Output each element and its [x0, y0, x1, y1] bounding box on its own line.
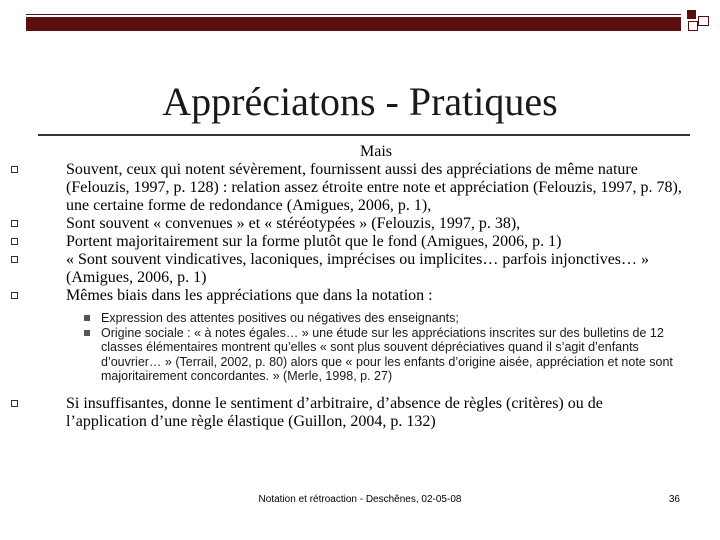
- square-bullet-icon: [11, 238, 18, 245]
- bullet-item: [56, 161, 686, 215]
- square-bullet-icon: [11, 292, 18, 299]
- bullet-text: Souvent, ceux qui notent sévèrement, fournissent aussi des appréciations de même nature (Felouzis, 1997, p. 128) : relation assez étroite entre note et appréciation (Felouzis, 1997, p. 78), une certaine forme de redondance (Amigues, 2006, p. 1),: [66, 161, 682, 214]
- bullet-text: « Sont souvent vindicatives, laconiques, imprécises ou implicites… parfois injonctives… » (Amigues, 2006, p. 1): [66, 251, 650, 286]
- bullet-item: [56, 251, 686, 287]
- sub-bullet-item: [101, 311, 686, 326]
- corner-square-outline: [698, 16, 709, 26]
- top-thin-line: [26, 14, 681, 15]
- slide-content: [56, 143, 686, 431]
- top-bar: [26, 17, 681, 31]
- top-decoration: [0, 0, 720, 40]
- title-divider: [38, 134, 690, 136]
- square-bullet-icon: [11, 256, 18, 263]
- square-bullet-icon: [11, 400, 18, 407]
- bullet-item: [56, 215, 686, 233]
- bullet-item: [56, 233, 686, 251]
- bullet-text: Si insuffisantes, donne le sentiment d’arbitraire, d’absence de règles (critères) ou de l’application d’une règle élastique (Guillon, 2004, p. 132): [66, 394, 603, 430]
- sub-bullet-list: [56, 311, 686, 384]
- content-heading: Mais: [360, 143, 392, 160]
- corner-square-filled: [687, 10, 696, 19]
- sub-bullet-text: Origine sociale : « à notes égales… » une étude sur les appréciations inscrites sur des bulletins de 12 classes élémentaires montrent qu’elles « sont plus souvent dépréciatives quand il s’agit d’enfants d’ouvrier… » (Terrail, 2002, p. 80) alors que « pour les enfants d’origine aisée, appréciation et note sont majoritairement concordantes. » (Merle, 1998, p. 27): [101, 325, 673, 384]
- bullet-item: [56, 395, 686, 431]
- square-bullet-icon: [11, 220, 18, 227]
- slide-title: Appréciatons - Pratiques: [162, 79, 558, 124]
- sub-bullet-item: [101, 326, 686, 384]
- bullet-text: Portent majoritairement sur la forme plutôt que le fond (Amigues, 2006, p. 1): [66, 233, 562, 250]
- bullet-item: [56, 287, 686, 305]
- corner-square-outline: [688, 21, 698, 31]
- bullet-text: Sont souvent « convenues » et « stéréotypées » (Felouzis, 1997, p. 38),: [66, 215, 521, 232]
- bullet-text: Mêmes biais dans les appréciations que dans la notation :: [66, 287, 433, 304]
- filled-square-bullet-icon: [84, 315, 90, 321]
- sub-bullet-text: Expression des attentes positives ou négatives des enseignants;: [101, 311, 459, 325]
- square-bullet-icon: [11, 166, 18, 173]
- page-number: 36: [668, 494, 680, 505]
- footer-text: Notation et rétroaction - Deschênes, 02-05-08: [258, 494, 462, 505]
- filled-square-bullet-icon: [84, 330, 90, 336]
